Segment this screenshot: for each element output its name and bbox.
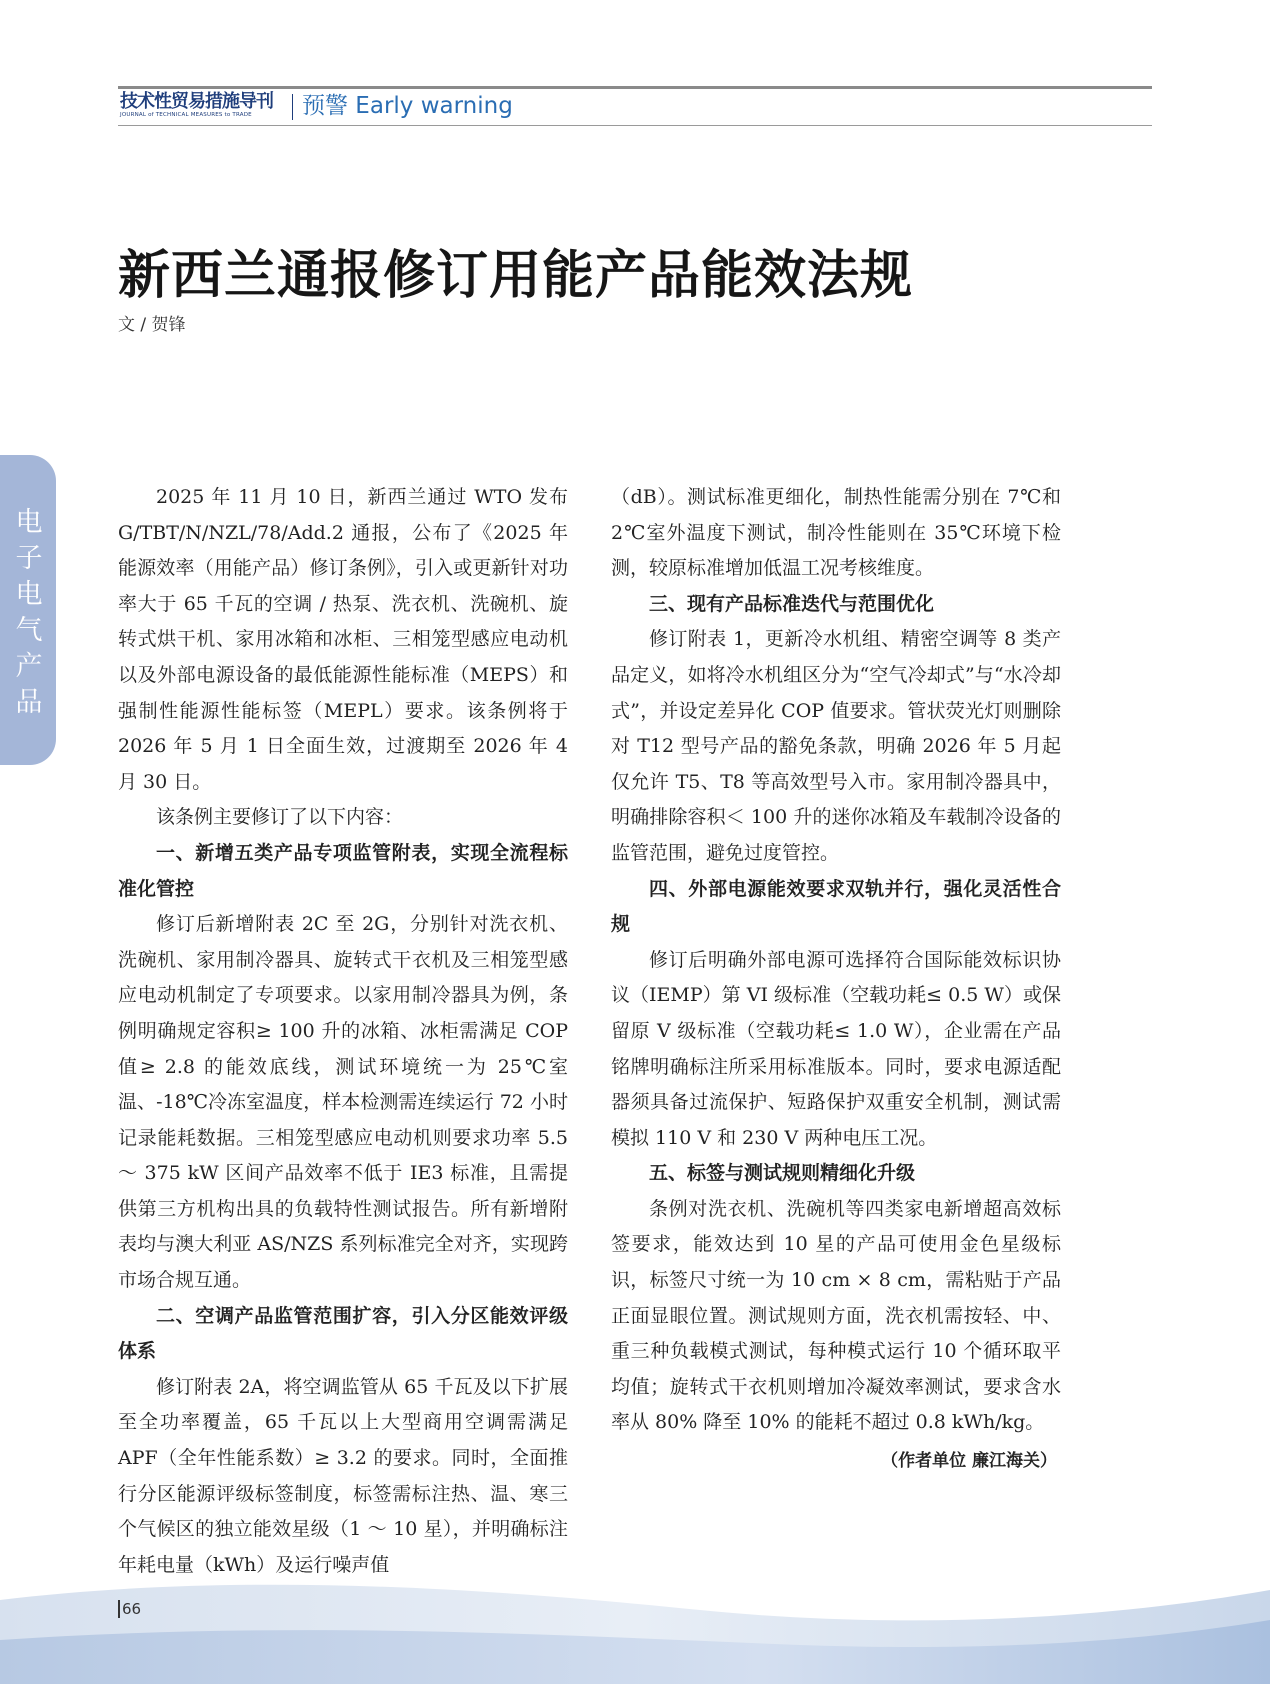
category-side-tab-label: 电子电气产品 xyxy=(15,507,43,718)
section-heading: 二、空调产品监管范围扩容，引入分区能效评级体系 xyxy=(118,1304,568,1363)
paragraph: 条例对洗衣机、洗碗机等四类家电新增超高效标签要求，能效达到 10 星的产品可使用金色星级标识，标签尺寸统一为 10 cm × 8 cm，需粘贴于产品正面显眼位置。测试规则方面，洗衣机需按轻、中、重三种负载模式测试，每种模式运行 10 个循环取平均值；旋转式干衣机则增加冷凝效率测试，要求含水率从 80% 降至 10% 的能耗不超过 0.8 kWh/kg。 xyxy=(611,1197,1061,1434)
paragraph: 修订后明确外部电源可选择符合国际能效标识协议（IEMP）第 VI 级标准（空载功耗≤ 0.5 W）或保留原 V 级标准（空载功耗≤ 1.0 W），企业需在产品铭牌明确标注所采用标准版本。同时，要求电源适配器须具备过流保护、短路保护双重安全机制，测试需模拟 110 V 和 230 V 两种电压工况。 xyxy=(611,948,1061,1149)
journal-logo xyxy=(120,92,288,122)
paragraph: 该条例主要修订了以下内容： xyxy=(156,806,404,829)
right-column xyxy=(611,480,1061,1481)
paragraph: 2025 年 11 月 10 日，新西兰通过 WTO 发布 G/TBT/N/NZL/78/Add.2 通报，公布了《2025 年能源效率（用能产品）修订条例》，引入或更新针对功率大于 65 千瓦的空调 / 热泵、洗衣机、洗碗机、旋转式烘干机、家用冰箱和冰柜、三相笼型感应电动机以及外部电源设备的最低能源性能标准（MEPS）和强制性能源性能标签（MEPL）要求。该条例将于 2026 年 5 月 1 日全面生效，过渡期至 2026 年 4 月 30 日。 xyxy=(118,486,568,793)
author-affiliation: （作者单位 廉江海关） xyxy=(881,1451,1057,1472)
paragraph: 修订附表 1，更新冷水机组、精密空调等 8 类产品定义，如将冷水机组区分为“空气冷却式”与“水冷却式”，并设定差异化 COP 值要求。管状荧光灯则删除对 T12 型号产品的豁免条款，明确 2026 年 5 月起仅允许 T5、T8 等高效型号入市。家用制冷器具中，明确排除容积＜ 100 升的迷你冰箱及车载制冷设备的监管范围，避免过度管控。 xyxy=(611,628,1061,864)
paragraph: 修订后新增附表 2C 至 2G，分别针对洗衣机、洗碗机、家用制冷器具、旋转式干衣机及三相笼型感应电动机制定了专项要求。以家用制冷器具为例，条例明确规定容积≥ 100 升的冰箱、冰柜需满足 COP 值≥ 2.8 的能效底线，测试环境统一为 25℃室温、-18℃冷冻室温度，样本检测需连续运行 72 小时记录能耗数据。三相笼型感应电动机则要求功率 5.5 ～ 375 kW 区间产品效率不低于 IE3 标准，且需提供第三方机构出具的负载特性测试报告。所有新增附表均与澳大利亚 AS/NZS 系列标准完全对齐，实现跨市场合规互通。 xyxy=(118,913,568,1292)
page-number: 66 xyxy=(118,1600,141,1618)
journal-name-en: JOURNAL of TECHNICAL MEASURES to TRADE xyxy=(120,112,252,118)
footer-wave-decoration xyxy=(0,1560,1270,1684)
section-heading: 四、外部电源能效要求双轨并行，强化灵活性合规 xyxy=(611,877,1061,936)
section-heading: 五、标签与测试规则精细化升级 xyxy=(649,1162,916,1185)
section-heading: 三、现有产品标准迭代与范围优化 xyxy=(649,592,935,615)
left-column xyxy=(118,480,568,1583)
paragraph-continued: （dB）。测试标准更细化，制热性能需分别在 7℃和 2℃室外温度下测试，制冷性能则在 35℃环境下检测，较原标准增加低温工况考核维度。 xyxy=(611,486,1061,580)
header-bottom-rule xyxy=(118,125,1152,126)
article-title: 新西兰通报修订用能产品能效法规 xyxy=(118,246,914,306)
section-heading: 一、新增五类产品专项监管附表，实现全流程标准化管控 xyxy=(118,841,568,900)
paragraph: 修订附表 2A，将空调监管从 65 千瓦及以下扩展至全功率覆盖，65 千瓦以上大型商用空调需满足 APF（全年性能系数）≥ 3.2 的要求。同时，全面推行分区能源评级标签制度，标签需标注热、温、寒三个气候区的独立能效星级（1 ～ 10 星），并明确标注年耗电量（kWh）及运行噪声值 xyxy=(118,1375,568,1576)
header-divider xyxy=(292,94,293,120)
article-byline: 文 / 贺锋 xyxy=(118,315,186,335)
header-top-rule xyxy=(118,86,1152,89)
section-label: 预警 Early warning xyxy=(302,93,513,119)
journal-name: 技术性贸易措施导刊 xyxy=(120,91,273,112)
